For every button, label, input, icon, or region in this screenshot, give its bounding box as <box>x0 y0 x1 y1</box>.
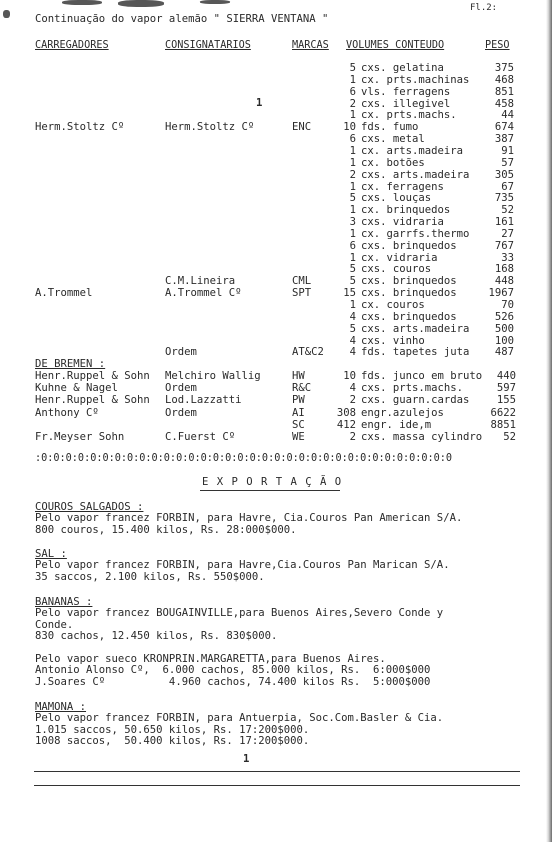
row-contents: cx. prts.machinas <box>361 73 470 86</box>
export-line: Pelo vapor francez BOUGAINVILLE,para Buenos Aires,Severo Conde y <box>35 607 444 620</box>
row-weight: 155 <box>496 394 516 407</box>
row-contents: cxs. illegivel <box>361 97 451 110</box>
row-qty: 6 <box>349 133 356 146</box>
export-section-heading: COUROS SALGADOS : <box>35 501 144 513</box>
row-weight: 57 <box>501 156 514 169</box>
row-qty: 1 <box>349 144 356 157</box>
export-section-heading: SAL : <box>35 548 67 560</box>
page-number: Fl.2: <box>470 3 498 13</box>
row-qty: 6 <box>349 239 356 252</box>
row-qty: 308 <box>336 406 356 419</box>
row-weight: 674 <box>494 121 514 134</box>
row-qty: 2 <box>349 394 356 407</box>
row-qty: 10 <box>343 370 356 382</box>
row-mark: SPT <box>292 287 312 300</box>
row-weight: 70 <box>501 299 514 311</box>
row-weight: 735 <box>494 192 514 205</box>
row-contents: cxs. metal <box>361 133 425 146</box>
row-contents: cx. prts.machs. <box>361 109 457 122</box>
row-weight: 8851 <box>490 418 516 431</box>
row-shipper: A.Trommel <box>35 287 93 300</box>
row-mark: SC <box>292 418 305 431</box>
row-weight: 767 <box>494 239 514 252</box>
row-weight: 487 <box>494 346 514 359</box>
row-qty: 2 <box>349 431 356 443</box>
row-weight: 52 <box>501 204 514 217</box>
row-contents: fds. junco em bruto <box>361 370 483 382</box>
row-weight: 440 <box>496 370 516 382</box>
row-contents: cx. ferragens <box>361 180 444 193</box>
bottom-rule-2 <box>34 785 520 786</box>
row-shipper: Herm.Stoltz Cº <box>35 121 125 134</box>
footer-mark: 1 <box>243 753 250 765</box>
export-line: Pelo vapor sueco KRONPRIN.MARGARETTA,para Buenos Aires. <box>35 653 386 665</box>
row-qty: 5 <box>349 322 356 335</box>
row-mark: CML <box>292 275 312 288</box>
row-qty: 15 <box>343 287 356 300</box>
row-consignee: C.M.Lineira <box>165 275 236 288</box>
row-weight: 597 <box>496 382 516 395</box>
export-line: 1.015 saccos, 50.650 kilos, Rs. 17:200$000. <box>35 723 310 736</box>
row-qty: 412 <box>336 418 356 431</box>
export-line: Pelo vapor francez FORBIN, para Havre,Cia.Couros Pan Marican S/A. <box>35 559 450 572</box>
row-mark: AT&C2 <box>292 346 324 359</box>
row-contents: cx. brinquedos <box>361 204 451 217</box>
row-contents: cxs. couros <box>361 263 432 276</box>
row-weight: 387 <box>494 133 514 146</box>
row-weight: 448 <box>494 275 514 288</box>
row-mark: HW <box>292 370 305 382</box>
row-weight: 458 <box>494 97 514 110</box>
row-shipper: Henr.Ruppel & Sohn <box>35 394 150 407</box>
row-consignee: Ordem <box>165 382 197 395</box>
row-weight: 468 <box>494 73 514 86</box>
row-contents: cx. garrfs.thermo <box>361 227 470 240</box>
row-weight: 27 <box>501 227 514 240</box>
row-contents: cxs. brinquedos <box>361 239 457 252</box>
row-weight: 67 <box>501 180 514 193</box>
export-line: 800 couros, 15.400 kilos, Rs. 28:000$000. <box>35 523 297 536</box>
row-weight: 91 <box>501 144 514 157</box>
exportacao-title: E X P O R T A Ç Ã O <box>202 476 343 488</box>
row-consignee: Herm.Stoltz Cº <box>165 121 255 134</box>
row-qty: 2 <box>349 168 356 181</box>
row-weight: 33 <box>501 251 514 264</box>
export-line: Pelo vapor francez FORBIN, para Antuerpia, Soc.Com.Basler & Cia. <box>35 712 444 725</box>
row-contents: vls. ferragens <box>361 85 451 98</box>
row-contents: cxs. brinquedos <box>361 310 457 323</box>
row-qty: 5 <box>349 275 356 288</box>
export-line: 35 saccos, 2.100 kilos, Rs. 550$000. <box>35 570 265 583</box>
row-weight: 168 <box>494 263 514 276</box>
row-contents: cxs. brinquedos <box>361 275 457 288</box>
col-header-volumes: VOLUMES CONTEUDO <box>346 40 445 51</box>
page-edge-shadow <box>546 0 552 842</box>
row-qty: 1 <box>349 156 356 169</box>
row-consignee: Ordem <box>165 346 197 359</box>
row-contents: engr. ide,m <box>361 418 432 431</box>
col-header-consignatarios: CONSIGNATARIOS <box>165 40 251 51</box>
export-line: Antonio Alonso Cº, 6.000 cachos, 85.000 kilos, Rs. 6:000$000 <box>35 664 431 677</box>
export-line: Pelo vapor francez FORBIN, para Havre, Cia.Couros Pan American S/A. <box>35 512 463 525</box>
exportacao-underline <box>200 490 340 491</box>
row-weight: 526 <box>494 310 514 323</box>
row-consignee: C.Fuerst Cº <box>165 431 236 443</box>
export-line: J.Soares Cº 4.960 cachos, 74.400 kilos Rs. 5:000$000 <box>35 675 431 688</box>
row-weight: 161 <box>494 216 514 229</box>
export-section-heading: MAMONA : <box>35 701 87 713</box>
row-qty: 1 <box>349 299 356 311</box>
row-qty: 5 <box>349 62 356 74</box>
export-line: Conde. <box>35 618 74 631</box>
row-mark: PW <box>292 394 305 407</box>
row-contents: cxs. arts.madeira <box>361 322 470 335</box>
row-mark: AI <box>292 406 305 419</box>
stray-mark: 1 <box>256 97 263 109</box>
row-contents: cx. arts.madeira <box>361 144 464 157</box>
row-qty: 4 <box>349 310 356 323</box>
row-qty: 10 <box>343 121 356 134</box>
page-header-title: Continuação do vapor alemão " SIERRA VENTANA " <box>35 13 329 25</box>
ink-smudge <box>118 0 164 7</box>
export-line: 1008 saccos, 50.400 kilos, Rs. 17:200$000. <box>35 735 310 748</box>
row-qty: 1 <box>349 227 356 240</box>
row-contents: cxs. prts.machs. <box>361 382 464 395</box>
bottom-rule <box>34 771 520 772</box>
row-qty: 5 <box>349 263 356 276</box>
row-qty: 1 <box>349 73 356 86</box>
row-mark: WE <box>292 431 305 443</box>
row-contents: cx. botões <box>361 156 425 169</box>
row-weight: 851 <box>494 85 514 98</box>
row-qty: 1 <box>349 109 356 122</box>
row-weight: 52 <box>503 431 516 443</box>
row-contents: cxs. massa cylindro <box>361 431 483 443</box>
separator-line: :0:0:0:0:0:0:0:0:0:0:0:0:0:0:0:0:0:0:0:0:0:0:0:0:0:0:0:0:0:0:0:0:0:0 <box>35 453 453 464</box>
row-contents: cxs. louças <box>361 192 432 205</box>
row-qty: 6 <box>349 85 356 98</box>
row-weight: 100 <box>494 334 514 347</box>
row-contents: cx. vidraria <box>361 251 438 264</box>
ink-smudge <box>200 0 230 4</box>
row-consignee: Melchiro Wallig <box>165 370 261 382</box>
row-qty: 5 <box>349 192 356 205</box>
export-section-heading: BANANAS : <box>35 596 93 608</box>
row-shipper: Henr.Ruppel & Sohn <box>35 370 150 382</box>
row-contents: fds. tapetes juta <box>361 346 470 359</box>
row-contents: cxs. vidraria <box>361 216 444 229</box>
row-weight: 500 <box>494 322 514 335</box>
row-shipper: Anthony Cº <box>35 406 99 419</box>
row-qty: 4 <box>349 346 356 359</box>
row-weight: 375 <box>494 62 514 74</box>
ink-smudge <box>62 0 102 5</box>
ink-smudge <box>3 10 10 18</box>
row-qty: 1 <box>349 204 356 217</box>
row-contents: cxs. gelatina <box>361 62 444 74</box>
row-shipper: Fr.Meyser Sohn <box>35 431 125 443</box>
col-header-peso: PESO <box>485 40 510 51</box>
col-header-marcas: MARCAS <box>292 40 329 51</box>
row-qty: 1 <box>349 180 356 193</box>
col-header-carregadores: CARREGADORES <box>35 40 109 51</box>
row-weight: 44 <box>501 109 514 122</box>
row-contents: cx. couros <box>361 299 425 311</box>
row-qty: 3 <box>349 216 356 229</box>
row-contents: engr.azulejos <box>361 406 444 419</box>
bremen-heading: DE BREMEN : <box>35 358 106 370</box>
row-consignee: Ordem <box>165 406 197 419</box>
row-consignee: Lod.Lazzatti <box>165 394 242 407</box>
export-line: 830 cachos, 12.450 kilos, Rs. 830$000. <box>35 630 278 643</box>
row-qty: 4 <box>349 382 356 395</box>
row-shipper: Kuhne & Nagel <box>35 382 118 395</box>
row-weight: 6622 <box>490 406 516 419</box>
row-qty: 1 <box>349 251 356 264</box>
row-contents: fds. fumo <box>361 121 419 134</box>
row-consignee: A.Trommel Cº <box>165 287 242 300</box>
row-weight: 305 <box>494 168 514 181</box>
row-contents: cxs. guarn.cardas <box>361 394 470 407</box>
row-contents: cxs. vinho <box>361 334 425 347</box>
row-contents: cxs. arts.madeira <box>361 168 470 181</box>
row-mark: R&C <box>292 382 312 395</box>
row-contents: cxs. brinquedos <box>361 287 457 300</box>
row-weight: 1967 <box>488 287 514 300</box>
row-qty: 4 <box>349 334 356 347</box>
row-mark: ENC <box>292 121 312 134</box>
row-qty: 2 <box>349 97 356 110</box>
